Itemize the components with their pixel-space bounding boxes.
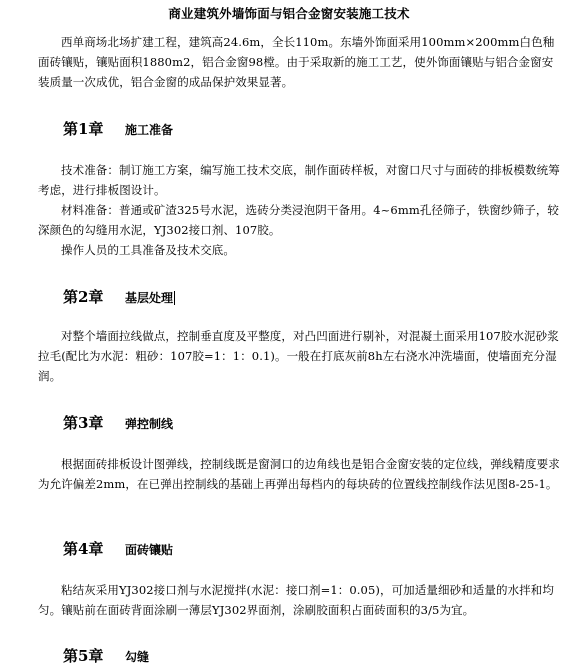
intro-paragraph: 西单商场北场扩建工程，建筑高24.6m，全长110m。东墙外饰面采用100mm×200mm白色釉面砖镶贴，镶贴面积1880m2，铝合金窗98樘。由于采取新的施工工艺，使外饰面镶贴与铝合金窗安装质量一次成优，铝合金窗的成品保护效果显著。 [38, 35, 555, 89]
chapter-5-heading [63, 645, 149, 666]
text-cursor [174, 291, 175, 305]
chapter-5-number: 第5章 [63, 647, 104, 665]
chapter-1-paragraph-1: 技术准备：制订施工方案，编写施工技术交底，制作面砖样板，对窗口尺寸与面砖的排板模数统筹考虑，进行排板图设计。 [38, 163, 560, 197]
chapter-3-paragraph-1: 根据面砖排板设计图弹线，控制线既是窗洞口的边角线也是铝合金窗安装的定位线，弹线精度要求为允许偏差2mm，在已弹出控制线的基础上再弹出每档内的每块砖的位置线控制线作法见图8-25-1。 [38, 457, 560, 491]
chapter-4-paragraph-1: 粘结灰采用YJ302接口剂与水泥搅拌(水泥：接口剂=1：0.05)，可加适量细砂和适量的水拌和均匀。镶贴前在面砖背面涂刷一薄层YJ302界面剂，涂刷胶面积占面砖面积的3/5为宜。 [38, 583, 554, 617]
chapter-4-heading [63, 538, 173, 559]
chapter-3-title: 弹控制线 [125, 417, 174, 431]
chapter-1-number: 第1章 [63, 120, 104, 138]
chapter-3-heading [63, 412, 173, 433]
document-title: 商业建筑外墙饰面与铝合金窗安装施工技术 [168, 6, 410, 21]
chapter-1-heading [63, 118, 173, 139]
chapter-5-title: 勾缝 [125, 650, 150, 664]
chapter-2-paragraph-1: 对整个墙面拉线做点，控制垂直度及平整度，对凸凹面进行剔补，对混凝土面采用107胶水泥砂浆拉毛(配比为水泥：粗砂：107胶=1：1：0.1)。一般在打底灰前8h左右浇水冲洗墙面，使墙面充分湿润。 [38, 329, 559, 383]
chapter-2-number: 第2章 [63, 288, 104, 306]
chapter-1-title: 施工准备 [125, 123, 174, 137]
chapter-2-heading [63, 286, 175, 307]
chapter-2-title: 基层处理 [125, 291, 174, 305]
chapter-3-number: 第3章 [63, 414, 104, 432]
chapter-1-paragraph-2: 材料准备：普通或矿渣325号水泥，选砖分类浸泡阴干备用。4~6mm孔径筛子，铁窗纱筛子，较深颜色的勾缝用水泥，YJ302接口剂、107胶。 [38, 203, 560, 237]
chapter-4-title: 面砖镶贴 [125, 543, 174, 557]
chapter-4-number: 第4章 [63, 540, 104, 558]
chapter-1-paragraph-3: 操作人员的工具准备及技术交底。 [61, 243, 235, 257]
